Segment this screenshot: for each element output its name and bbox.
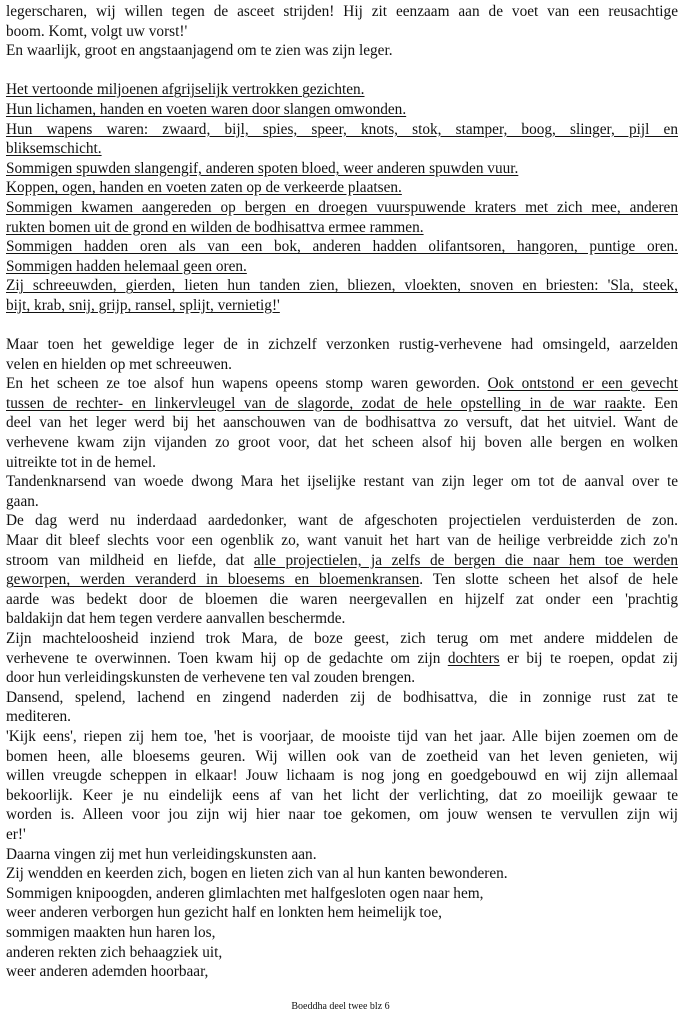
underlined-text: dochters	[447, 649, 500, 667]
text-line	[6, 218, 678, 238]
underlined-text: Zij schreeuwden, gierden, lieten hun tanden zien, bliezen, vloekten, snoven en briesten: 'Sla, steek,	[6, 277, 678, 295]
text-segment: aarde was bedekt door de bloemen die waren neergevallen en hijzelf zat onder een 'prachtig	[6, 590, 678, 608]
text-segment: velen en hielden op met schreeuwen.	[6, 355, 232, 373]
text-line	[6, 590, 678, 610]
text-line	[6, 903, 678, 923]
text-line	[6, 747, 678, 767]
underlined-text: Het vertoonde miljoenen afgrijselijk vertrokken gezichten.	[6, 81, 365, 99]
underlined-text: Sommigen spuwden slangengif, anderen spoten bloed, weer anderen spuwden vuur.	[6, 159, 519, 177]
text-line	[6, 178, 678, 198]
text-line	[6, 100, 678, 120]
text-line	[6, 492, 678, 512]
document-page	[6, 2, 678, 982]
underlined-text: Sommigen kwamen aangereden op bergen en droegen vuurspuwende kraters met zich mee, anderen	[6, 198, 678, 216]
underlined-text: bijt, krab, snij, grijp, ransel, splijt, vernietig!'	[6, 296, 280, 314]
text-line	[6, 139, 678, 159]
text-line	[6, 257, 678, 277]
text-line	[6, 296, 678, 316]
underlined-text: geworpen, werden veranderd in bloesems en bloemenkransen	[6, 571, 420, 589]
text-segment: Zij wendden en keerden zich, bogen en lieten zich van al hun kanten bewonderen.	[6, 865, 508, 883]
text-segment: bekoorlijk. Keer je nu eindelijk eens af van het licht der verlichting, dat zo moeilijk gewaar te	[6, 786, 678, 804]
text-line	[6, 786, 678, 806]
text-line	[6, 394, 678, 414]
text-line	[6, 120, 678, 140]
underlined-text: bliksemschicht.	[6, 140, 102, 158]
text-segment: willen vreugde scheppen in elkaar! Jouw lichaam is nog jong en goedgebouwd en wij zijn allemaal	[6, 767, 678, 785]
text-line	[6, 727, 678, 747]
page-footer: Boeddha deel twee blz 6	[291, 1001, 390, 1012]
text-line	[6, 551, 678, 571]
underlined-text: Hun wapens waren: zwaard, bijl, spies, speer, knots, stok, stamper, boog, slinger, pijl en	[6, 120, 678, 138]
text-segment: weer anderen ademden hoorbaar,	[6, 963, 209, 981]
text-line	[6, 688, 678, 708]
text-segment: gaan.	[6, 492, 39, 510]
text-segment: Zijn machteloosheid inziend trok Mara, de boze geest, zich terug om met andere middelen de	[6, 630, 678, 647]
text-line	[6, 629, 678, 649]
text-segment: baldakijn dat hem tegen verdere aanvallen beschermde.	[6, 610, 346, 628]
text-line	[6, 355, 678, 375]
text-segment: Maar toen het geweldige leger de in zichzelf verzonken rustig-verhevene had omsingeld, aarzelden	[6, 336, 678, 354]
text-line	[6, 923, 678, 943]
text-segment: . Ten slotte scheen het alsof de hele	[419, 571, 678, 589]
text-segment: anderen rekten zich behaagziek uit,	[6, 943, 223, 961]
text-segment: er bij te roepen, opdat zij	[499, 649, 678, 667]
text-segment: En waarlijk, groot en angstaanjagend om te zien was zijn leger.	[6, 42, 393, 60]
text-segment: verhevene te overwinnen. Toen kwam hij op de gedachte om zijn	[6, 649, 448, 667]
text-line	[6, 374, 678, 394]
underlined-text: Sommigen hadden oren als van een bok, anderen hadden olifantsoren, hangoren, puntige oren.	[6, 238, 678, 256]
text-segment: deel van het leger werd bij het aanschouwen van de bodhisattva zo versuft, dat het uitviel. Want de	[6, 414, 678, 432]
text-line	[6, 570, 678, 590]
underlined-text: Sommigen hadden helemaal geen oren.	[6, 257, 247, 275]
text-segment: door hun verleidingskunsten de verhevene ten val zouden brengen.	[6, 669, 416, 687]
text-line	[6, 884, 678, 904]
text-segment: sommigen maakten hun haren los,	[6, 923, 216, 941]
text-line	[6, 80, 678, 100]
text-segment: De dag werd nu inderdaad aardedonker, want de afgeschoten projectielen verduisterden de zon.	[6, 512, 678, 530]
text-line	[6, 943, 678, 963]
text-segment: verhevene kwam zijn vijanden zo groot voor, dat het scheen alsof hij boven alle bergen en wolken	[6, 434, 678, 452]
text-segment: er!'	[6, 825, 26, 843]
text-segment: worden is. Alleen voor jou zijn wij hier naar toe gekomen, om jouw wensen te vervullen zijn wij	[6, 806, 678, 824]
text-line	[6, 198, 678, 218]
underlined-text: tussen de rechter- en linkervleugel van de slagorde, zodat de hele opstelling in de war raakte	[6, 394, 642, 412]
text-segment: Daarna vingen zij met hun verleidingskunsten aan.	[6, 845, 317, 863]
text-line	[6, 864, 678, 884]
text-segment: mediteren.	[6, 708, 71, 726]
text-line	[6, 22, 678, 42]
text-line	[6, 413, 678, 433]
text-line	[6, 805, 678, 825]
text-line	[6, 511, 678, 531]
underlined-text: Ook ontstond er een gevecht	[487, 375, 678, 393]
text-segment: legerscharen, wij willen tegen de asceet strijden! Hij zit eenzaam aan de voet van een reusachtige	[6, 3, 678, 20]
paragraph-gap	[6, 316, 678, 336]
text-line	[6, 237, 678, 257]
text-line	[6, 845, 678, 865]
text-line	[6, 433, 678, 453]
text-segment: Tandenknarsend van woede dwong Mara het ijselijke restant van zijn leger om tot de aanval over te	[6, 473, 678, 491]
paragraph-gap	[6, 61, 678, 81]
text-line	[6, 707, 678, 727]
text-line	[6, 472, 678, 492]
text-line	[6, 825, 678, 845]
text-segment: . Een	[641, 394, 678, 412]
text-line	[6, 962, 678, 982]
underlined-text: alle projectielen, ja zelfs de bergen die naar hem toe werden	[253, 551, 678, 569]
text-segment: Maar dit bleef slechts voor een ogenblik zo, want vanuit het hart van de heilige verbreidde zich zo'n	[6, 532, 678, 550]
text-line	[6, 668, 678, 688]
underlined-text: Koppen, ogen, handen en voeten zaten op de verkeerde plaatsen.	[6, 179, 402, 197]
text-segment: En het scheen ze toe alsof hun wapens opeens stomp waren geworden.	[6, 375, 488, 393]
text-line	[6, 2, 678, 22]
text-segment: bomen heen, alle bloesems geuren. Wij willen ook van de zoetheid van het leven genieten, wij	[6, 747, 678, 765]
text-segment: stroom van mildheid en liefde, dat	[6, 551, 254, 569]
text-segment: uitreikte tot in de hemel.	[6, 453, 156, 471]
text-line	[6, 159, 678, 179]
text-line	[6, 335, 678, 355]
text-segment: 'Kijk eens', riepen zij hem toe, 'het is voorjaar, de mooiste tijd van het jaar. Alle bijen zoemen om de	[6, 727, 678, 745]
text-line	[6, 453, 678, 473]
text-line	[6, 41, 678, 61]
text-line	[6, 276, 678, 296]
text-line	[6, 766, 678, 786]
text-segment: boom. Komt, volgt uw vorst!'	[6, 22, 188, 40]
text-segment: weer anderen verborgen hun gezicht half en lonkten hem heimelijk toe,	[6, 904, 442, 922]
underlined-text: Hun lichamen, handen en voeten waren door slangen omwonden.	[6, 100, 407, 118]
text-line	[6, 649, 678, 669]
underlined-text: rukten bomen uit de grond en wilden de bodhisattva ermee rammen.	[6, 218, 424, 236]
text-segment: Dansend, spelend, lachend en zingend naderden zij de bodhisattva, die in zonnige rust zat te	[6, 688, 678, 706]
text-line	[6, 531, 678, 551]
text-line	[6, 609, 678, 629]
text-segment: Sommigen knipoogden, anderen glimlachten met halfgesloten ogen naar hem,	[6, 884, 484, 902]
